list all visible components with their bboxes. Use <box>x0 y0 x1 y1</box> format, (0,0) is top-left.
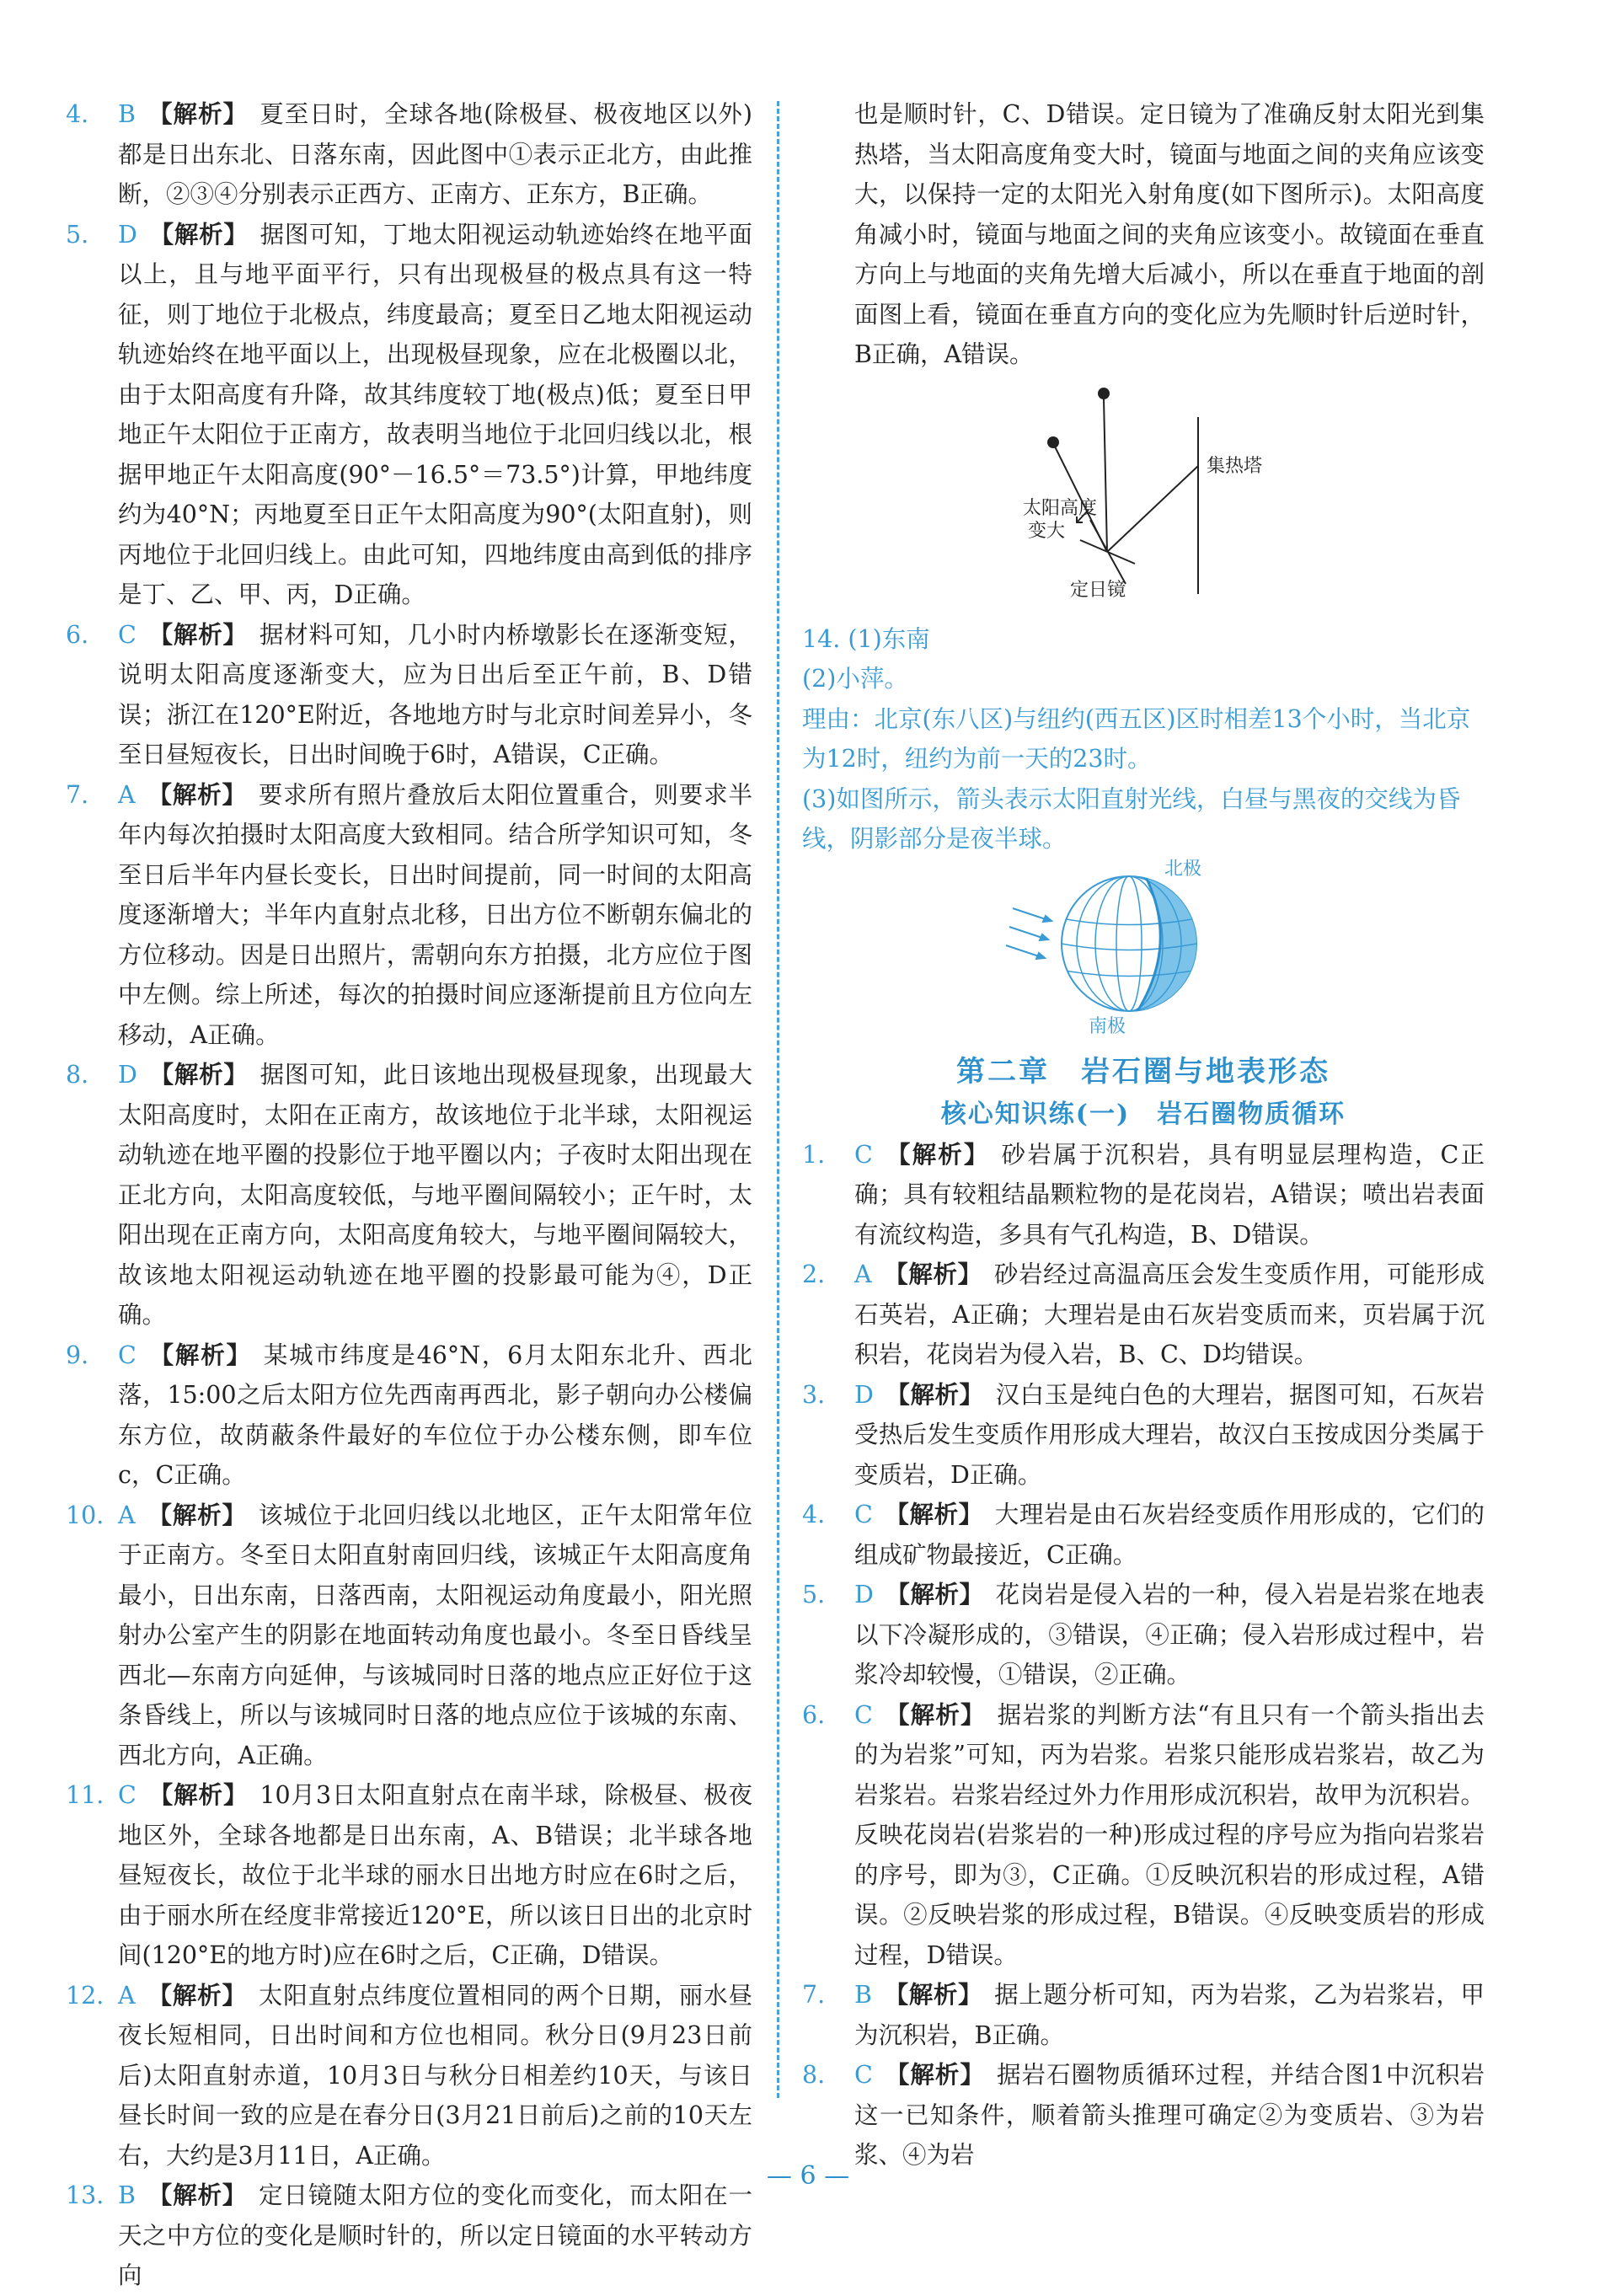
answer-item-4 <box>66 94 752 215</box>
item-number: 10. <box>66 1501 104 1529</box>
analysis-text: 据图可知，丁地太阳视运动轨迹始终在地平面以上，且与地平面平行，只有出现极昼的极点具有这一特征，则丁地位于北极点，纬度最高；夏至日乙地太阳视运动轨迹始终在地平面以上，出现极昼现象，应在北极圈以北，由于太阳高度有升降，故其纬度较丁地(极点)低；夏至日甲地正午太阳位于正南方，故表明当地位于北回归线以北，根据甲地正午太阳高度(90°－16.5°＝73.5°)计算，甲地纬度约为40°N；丙地夏至日正午太阳高度为90°(太阳直射)，则丙地位于北回归线上。由此可知，四地纬度由高到低的排序是丁、乙、甲、丙，D正确。 <box>118 220 752 608</box>
answer-item-11 <box>66 1775 752 1976</box>
q14-part1: (1)东南 <box>848 624 930 653</box>
analysis-text: 砂岩经过高温高压会发生变质作用，可能形成石英岩，A正确；大理岩是由石灰岩变质而来，页岩属于沉积岩，花岗岩为侵入岩，B、C、D均错误。 <box>854 1260 1485 1368</box>
answer-item-r1 <box>802 1135 1485 1255</box>
analysis-tag: 【解析】 <box>148 1060 249 1089</box>
answer-letter: A <box>854 1260 872 1288</box>
analysis-tag: 【解析】 <box>884 1139 990 1169</box>
item-number: 8. <box>802 2061 826 2089</box>
analysis-text: 花岗岩是侵入岩的一种，侵入岩是岩浆在地表以下冷凝形成的，③错误，④正确；侵入岩形成过程中，岩浆冷却较慢，①错误，②正确。 <box>854 1581 1485 1689</box>
answer-letter: B <box>854 1981 872 2009</box>
analysis-tag: 【解析】 <box>884 1699 986 1729</box>
q14-part3: 理由：北京(东八区)与纽约(西五区)区时相差13个小时，当北京为12时，纽约为前一天的23时。 <box>802 704 1471 773</box>
item-number: 9. <box>66 1341 89 1369</box>
item-number: 2. <box>802 1260 826 1288</box>
sun-ray-arrowhead-3 <box>1036 953 1045 959</box>
analysis-text: 据图可知，此日该地出现极昼现象，出现最大太阳高度时，太阳在正南方，故该地位于北半球，太阳视运动轨迹在地平圈的投影位于地平圈以内；子夜时太阳出现在正北方向，太阳高度较低，与地平圈间隔较小；正午时，太阳出现在正南方向，太阳高度角较大，与地平圈间隔较大，故该地太阳视运动轨迹在地平圈的投影最可能为④，D正确。 <box>118 1061 752 1329</box>
analysis-tag: 【解析】 <box>147 1780 249 1809</box>
answer-item-8 <box>66 1055 752 1335</box>
analysis-text: 据材料可知，几小时内桥墩影长在逐渐变短，说明太阳高度逐渐变大，应为日出后至正午前，B、D错误；浙江在120°E附近，各地地方时与北京时间差异小，冬至日昼短夜长，日出时间晚于6时，A错误，C正确。 <box>118 620 752 768</box>
answer-item-5 <box>66 215 752 615</box>
answer-item-6 <box>66 615 752 775</box>
sun-dot-low <box>1047 436 1059 448</box>
analysis-tag: 【解析】 <box>884 2060 985 2089</box>
column-divider <box>777 101 779 2098</box>
answer-item-14 <box>802 619 1485 660</box>
answer-letter: B <box>118 2181 136 2209</box>
item-number: 8. <box>66 1061 89 1089</box>
item-number: 5. <box>66 220 89 249</box>
analysis-tag: 【解析】 <box>883 1980 983 2009</box>
item-13-continuation: 也是顺时针，C、D错误。定日镜为了准确反射太阳光到集热塔，当太阳高度角变大时，镜面与地面之间的夹角应该变大，以保持一定的太阳光入射角度(如下图所示)。太阳高度角减小时，镜面与地面之间的夹角应该变小。故镜面在垂直方向上与地面的夹角先增大后减小，所以在垂直于地面的剖面图上看，镜面在垂直方向的变化应为先顺时针后逆时针，B正确，A错误。 <box>854 100 1485 368</box>
chapter-title: 第二章 岩石圈与地表形态 <box>956 1054 1330 1089</box>
sun-dot-high <box>1098 388 1110 399</box>
sun-ray-arrow-2 <box>1009 927 1045 939</box>
sun-angle-label-2: 变大 <box>1028 520 1066 542</box>
answer-item-r3 <box>802 1375 1485 1496</box>
item-number: 7. <box>802 1981 826 2009</box>
tower-label: 集热塔 <box>1207 455 1263 477</box>
answer-letter: A <box>118 780 136 809</box>
item-number: 14. <box>802 624 841 653</box>
analysis-text: 据岩浆的判断方法“有且只有一个箭头指出去的为岩浆”可知，丙为岩浆。岩浆只能形成岩浆岩，故乙为岩浆岩。岩浆岩经过外力作用形成沉积岩，故甲为沉积岩。反映花岗岩(岩浆岩的一种)形成过程的序号应为指向岩浆岩的序号，即为③，C正确。①反映沉积岩的形成过程，A错误。②反映岩浆的形成过程，B错误。④反映变质岩的形成过程，D错误。 <box>854 1700 1485 1969</box>
answer-letter: C <box>854 2061 873 2089</box>
analysis-tag: 【解析】 <box>884 1500 983 1528</box>
answer-letter: C <box>118 1341 136 1369</box>
item-number: 4. <box>802 1501 826 1528</box>
analysis-tag: 【解析】 <box>147 2181 248 2209</box>
answer-item-12 <box>66 1976 752 2176</box>
globe-diagram <box>802 859 1485 1036</box>
answer-item-r6 <box>802 1695 1485 1976</box>
sun-ray-arrowhead-1 <box>1043 916 1051 922</box>
answer-letter: C <box>118 620 136 649</box>
north-pole-label: 北极 <box>1164 859 1202 880</box>
answer-item-r2 <box>802 1255 1485 1375</box>
analysis-text: 某城市纬度是46°N，6月太阳东北升、西北落，15:00之后太阳方位先西南再西北，影子朝向办公楼偏东方位，故荫蔽条件最好的车位位于办公楼东侧，即车位c，C正确。 <box>118 1341 752 1489</box>
analysis-tag: 【解析】 <box>885 1580 984 1608</box>
item-number: 4. <box>66 100 89 128</box>
left-column <box>66 94 752 2296</box>
q14-part4: (3)如图所示，箭头表示太阳直射光线，白昼与黑夜的交线为昏线，阴影部分是夜半球。 <box>802 784 1461 853</box>
analysis-tag: 【解析】 <box>147 1500 247 1529</box>
right-column <box>802 94 1485 2176</box>
answer-letter: C <box>854 1501 873 1528</box>
item-number: 5. <box>802 1581 826 1608</box>
answer-letter: D <box>118 1061 137 1089</box>
reflected-ray <box>1107 466 1198 552</box>
answer-item-r4 <box>802 1495 1485 1575</box>
answer-item-r5 <box>802 1575 1485 1695</box>
answer-letter: D <box>118 220 137 249</box>
analysis-text: 太阳直射点纬度位置相同的两个日期，丽水昼夜长短相同，日出时间和方位也相同。秋分日(9月23日前后)太阳直射赤道，10月3日与秋分日相差约10天，与该日昼长时间一致的应是在春分日(3月21日前后)之前的10天左右，大约是3月11日，A正确。 <box>118 1981 752 2170</box>
item-number: 12. <box>66 1981 104 2010</box>
item-number: 3. <box>802 1380 826 1409</box>
item-number: 7. <box>66 780 89 809</box>
analysis-text: 该城位于北回归线以北地区，正午太阳常年位于正南方。冬至日太阳直射南回归线，该城正午太阳高度角最小，日出东南，日落西南，太阳视运动角度最小，阳光照射办公室产生的阴影在地面转动角度也最小。冬至日昏线呈西北—东南方向延伸，与该城同时日落的地点应正好位于这条昏线上，所以与该城同时日落的地点应位于该城的东南、西北方向，A正确。 <box>118 1501 752 1769</box>
analysis-tag: 【解析】 <box>147 619 248 649</box>
analysis-text: 大理岩是由石灰岩经变质作用形成的，它们的组成矿物最接近，C正确。 <box>854 1501 1485 1569</box>
page-number: — 6 — <box>766 2161 850 2191</box>
answer-letter: C <box>854 1140 873 1169</box>
answer-letter: B <box>118 100 136 128</box>
analysis-text: 汉白玉是纯白色的大理岩，据图可知，石灰岩受热后发生变质作用形成大理岩，故汉白玉按成因分类属于变质岩，D正确。 <box>854 1380 1485 1489</box>
analysis-text: 10月3日太阳直射点在南半球，除极昼、极夜地区外，全球各地都是日出东南，A、B错误；北半球各地昼短夜长，故位于北半球的丽水日出地方时应在6时之后，由于丽水所在经度非常接近120°E，所以该日日出的北京时间(120°E的地方时)应在6时之后，C正确，D错误。 <box>118 1781 752 1969</box>
analysis-text: 夏至日时，全球各地(除极昼、极夜地区以外)都是日出东北、日落东南，因此图中①表示正北方，由此推断，②③④分别表示正西方、正南方、正东方，B正确。 <box>118 100 752 208</box>
item-number: 6. <box>802 1700 826 1729</box>
analysis-tag: 【解析】 <box>147 779 247 809</box>
answer-letter: C <box>118 1781 136 1809</box>
mirror-label: 定日镜 <box>1070 579 1126 601</box>
analysis-text: 要求所有照片叠放后太阳位置重合，则要求半年内每次拍摄时太阳高度大致相同。结合所学知识可知，冬至日后半年内昼长变长，日出时间提前，同一时间的太阳高度逐渐增大；半年内直射点北移，日出方位不断朝东偏北的方位移动。因是日出照片，需朝向东方拍摄，北方应位于图中左侧。综上所述，每次的拍摄时间应逐渐提前且方位向左移动，A正确。 <box>118 780 752 1049</box>
item-number: 6. <box>66 620 89 649</box>
answer-item-r7 <box>802 1975 1485 2055</box>
answer-item-9 <box>66 1335 752 1496</box>
sun-angle-label-1: 太阳高度 <box>1023 497 1098 519</box>
analysis-text: 定日镜随太阳方位的变化而变化，而太阳在一天之中方位的变化是顺时针的，所以定日镜面的水平转动方向 <box>118 2181 752 2289</box>
analysis-text: 据岩石圈物质循环过程，并结合图1中沉积岩这一已知条件，顺着箭头推理可确定②为变质岩、③为岩浆、④为岩 <box>854 2061 1485 2169</box>
analysis-tag: 【解析】 <box>147 1340 252 1369</box>
analysis-text: 砂岩属于沉积岩，具有明显层理构造，C正确；具有较粗结晶颗粒物的是花岗岩，A错误；喷出岩表面有流纹构造，多具有气孔构造，B、D错误。 <box>854 1140 1485 1249</box>
analysis-tag: 【解析】 <box>883 1260 982 1288</box>
analysis-tag: 【解析】 <box>147 1980 247 2010</box>
analysis-tag: 【解析】 <box>885 1379 984 1409</box>
analysis-tag: 【解析】 <box>148 219 249 249</box>
item-number: 13. <box>66 2181 104 2209</box>
answer-item-7 <box>66 775 752 1056</box>
answer-letter: C <box>854 1700 873 1729</box>
analysis-tag: 【解析】 <box>147 99 249 128</box>
answer-letter: D <box>854 1581 874 1608</box>
answer-letter: D <box>854 1380 874 1409</box>
section-title: 核心知识练(一) 岩石圈物质循环 <box>940 1099 1346 1129</box>
sun-ray-arrow-1 <box>1013 908 1048 920</box>
answer-letter: A <box>118 1981 136 2010</box>
q14-part2: (2)小萍。 <box>802 665 908 693</box>
item-number: 11. <box>66 1781 104 1809</box>
answer-item-13 <box>66 2176 752 2296</box>
analysis-text: 据上题分析可知，丙为岩浆，乙为岩浆岩，甲为沉积岩，B正确。 <box>854 1981 1485 2049</box>
sun-ray-arrow-3 <box>1006 945 1041 957</box>
answer-item-r8 <box>802 2055 1485 2176</box>
sun-ray-arrowhead-2 <box>1040 934 1048 940</box>
item-number: 1. <box>802 1140 826 1169</box>
sun-ray-high <box>1104 399 1107 552</box>
south-pole-label: 南极 <box>1089 1015 1126 1036</box>
heliostat-diagram <box>802 375 1485 619</box>
answer-item-10 <box>66 1496 752 1776</box>
answer-letter: A <box>118 1501 136 1529</box>
